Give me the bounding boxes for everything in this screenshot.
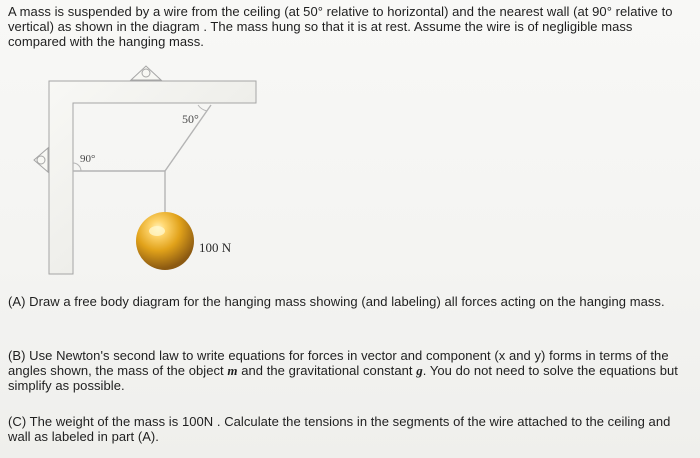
question-a-text: Draw a free body diagram for the hanging mass showing (and labeling) all forces acting on the hanging mass. — [29, 294, 665, 309]
question-c-label: (C) — [8, 414, 27, 429]
wall-pulley-mark — [34, 148, 48, 172]
question-a — [8, 294, 692, 309]
question-b — [8, 348, 692, 393]
hanging-mass — [136, 212, 194, 270]
question-c-text: The weight of the mass is 100N . Calculate the tensions in the segments of the wire attached to the ceiling and wall as labeled in part (A). — [8, 414, 671, 444]
question-b-text-1: Use Newton's second law to write equations for forces in vector and component (x and y) forms in terms of the angles shown, the mass of the object — [8, 348, 669, 378]
gravity-symbol: g — [416, 363, 423, 378]
question-c — [8, 414, 692, 444]
mass-symbol: m — [227, 363, 238, 378]
problem-intro: A mass is suspended by a wire from the ceiling (at 50° relative to horizontal) and the nearest wall (at 90° relative to vertical) as shown in the diagram . The mass hung so that it is at rest. Assume the wire is of negligible mass compared with the hanging mass. — [8, 4, 673, 49]
ceiling-pulley-mark — [131, 66, 161, 80]
question-b-text-2: and the gravitational constant — [237, 363, 417, 378]
weight-label: 100 N — [199, 240, 232, 255]
question-b-label: (B) — [8, 348, 26, 363]
question-b-text-3: . You do not need to solve the equations but simplify as possible. — [8, 363, 678, 393]
question-a-label: (A) — [8, 294, 26, 309]
force-diagram — [20, 60, 270, 275]
wall-angle-label: 90° — [80, 153, 96, 165]
ceiling-angle-label: 50° — [182, 112, 199, 126]
